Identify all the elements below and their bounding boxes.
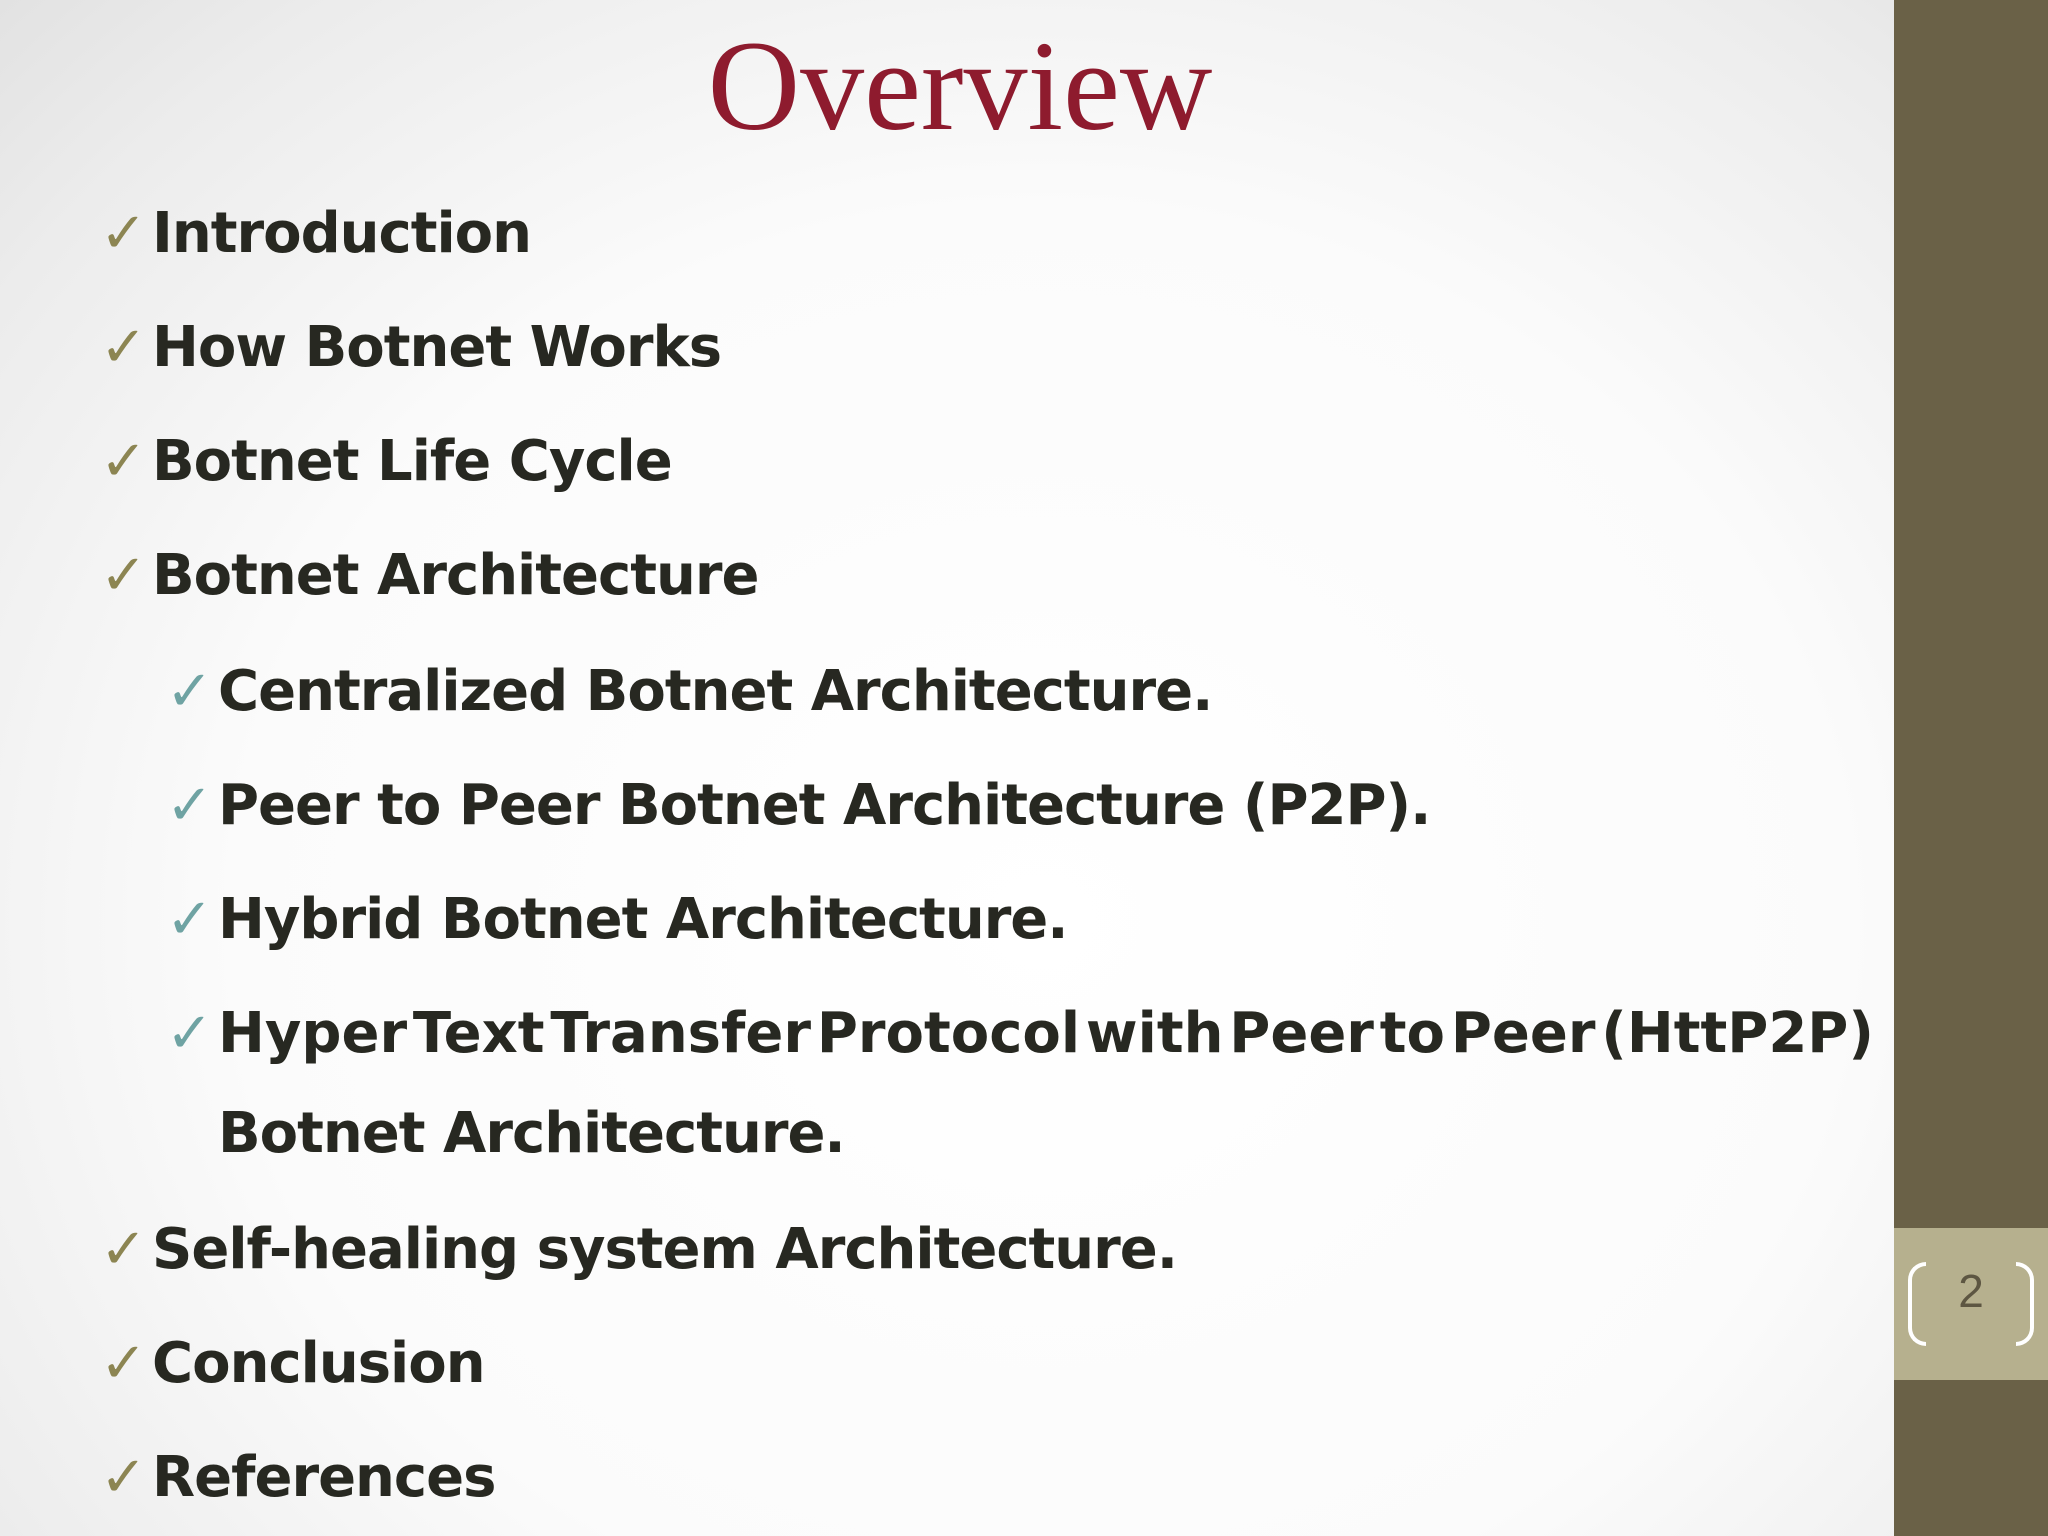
sub-bullet-centralized [166,659,1213,724]
checkmark-icon: ✓ [100,429,147,494]
bullet-word: Text [412,1001,545,1066]
bullet-word: Peer [1229,1001,1374,1066]
bullet-word: Hyper [218,1001,408,1066]
checkmark-icon: ✓ [100,315,147,380]
bullet-label: Centralized Botnet Architecture. [218,659,1213,724]
bullet-label: Self-healing system Architecture. [152,1217,1178,1282]
bullet-botnet-life-cycle [100,429,672,494]
bullet-label: How Botnet Works [152,315,722,380]
bullet-self-healing [100,1217,1178,1282]
bracket-right-icon [2016,1262,2034,1346]
page-number-tab [1894,1228,2048,1380]
bullet-word: Protocol [816,1001,1081,1066]
bullet-label: Botnet Life Cycle [152,429,672,494]
bullet-label: Botnet Architecture [152,543,759,608]
checkmark-icon: ✓ [100,201,147,266]
page-number: 2 [1958,1265,1984,1317]
bullet-word: Transfer [550,1001,811,1066]
bullet-label: References [152,1445,496,1510]
bullet-introduction [100,201,532,266]
checkmark-icon: ✓ [100,1331,147,1396]
bullet-word: (HttP2P) [1601,1001,1874,1066]
checkmark-icon: ✓ [100,1217,147,1282]
bullet-label: Introduction [152,201,532,266]
bullet-label: Hybrid Botnet Architecture. [218,887,1068,952]
sub-bullet-httpp2p [218,1001,1874,1066]
bullet-label: Peer to Peer Botnet Architecture (P2P). [218,773,1431,838]
bullet-word: to [1379,1001,1445,1066]
slide-title: Overview [707,15,1213,157]
bullet-label: Conclusion [152,1331,485,1396]
bullet-word: with [1085,1001,1224,1066]
bullet-how-botnet-works [100,315,722,380]
bullet-word: Peer [1450,1001,1596,1066]
sub-bullet-p2p [166,773,1431,838]
sub-bullet-hybrid [166,887,1068,952]
bullet-conclusion [100,1331,485,1396]
bullet-references [100,1445,496,1510]
bullet-botnet-architecture [100,543,759,608]
checkmark-icon: ✓ [100,543,147,608]
checkmark-icon: ✓ [166,773,213,838]
sub-bullet-httpp2p-continuation: Botnet Architecture. [218,1101,845,1166]
checkmark-icon: ✓ [166,887,213,952]
checkmark-icon: ✓ [166,659,213,724]
checkmark-icon: ✓ [166,1001,213,1066]
checkmark-icon: ✓ [100,1445,147,1510]
